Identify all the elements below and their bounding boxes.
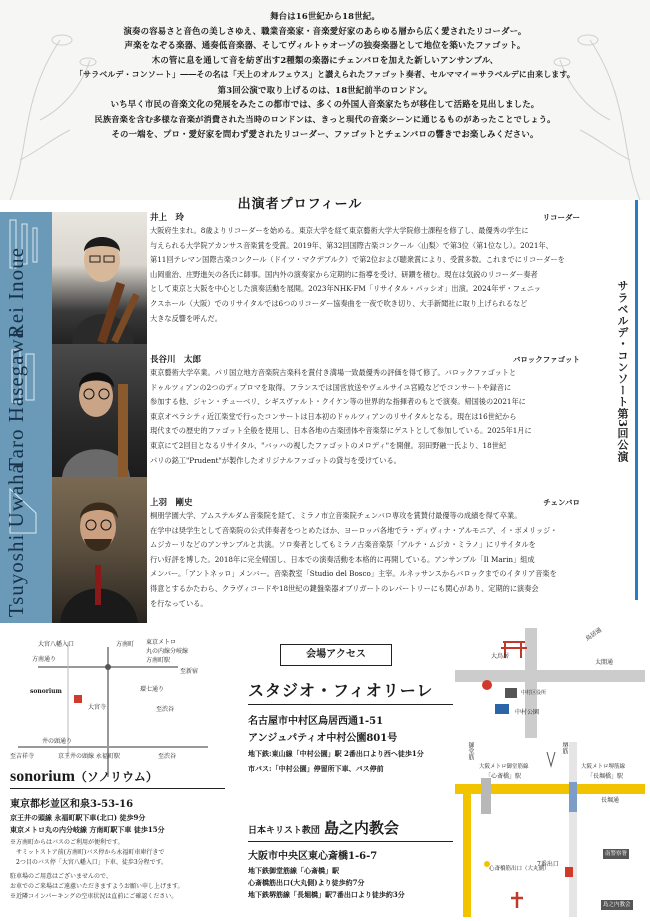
performer-romaji: Taro Hasegawa <box>4 328 28 471</box>
bio-line: ムジカーリなどのアンサンブルと共演。ソロ奏者としてもミラノ古楽音楽祭「アルテ・ムジカ・ミラノ」にリサイタルを <box>150 540 536 550</box>
performer-name: 上羽 剛史 <box>150 498 193 508</box>
map-label: 至新宿 <box>180 668 199 675</box>
venue-sonorium <box>10 768 225 902</box>
profile-heading: 出演者プロフィール <box>237 197 363 212</box>
intro-line: いち早く市民の音楽文化の発展をみたこの都市では、多くの外国人音楽家たちが移住して活路を見出しました。 <box>110 99 540 110</box>
map-label: 方南町駅 <box>146 657 171 664</box>
bio-line: として東京と大阪を中心とした演奏活動を展開。2023年NHK-FM「リサイタル・パッシオ」出演。2024年ザ・フェニッ <box>150 284 541 294</box>
intro-text <box>0 9 650 141</box>
access-heading: 会場アクセス <box>280 644 392 666</box>
performer-photo-2 <box>52 344 147 477</box>
performer-romaji: Rei Inoue <box>4 246 28 338</box>
venue-fiorire <box>248 678 453 775</box>
map-label: 御堂筋 <box>467 742 474 760</box>
map-label: 島之内教会 <box>603 902 631 908</box>
fiorire-route-map <box>455 628 645 738</box>
access-line: 東京メトロ丸の内分岐線 方南町駅下車 徒歩15分 <box>10 825 165 834</box>
venue-shimanouchi <box>248 817 453 901</box>
performer-role: バロックファゴット <box>512 355 580 364</box>
bio-line: 大きな反響を呼んだ。 <box>150 313 222 323</box>
vertical-concert-title: サラベルデ・コンソート第3回公演 <box>616 280 629 463</box>
note-line: ※方南町からはバスのご利用が便利です。 <box>10 839 124 846</box>
intro-section <box>0 0 650 200</box>
access-line: 地下鉄:東山線「中村公園」駅 2番出口より西へ徒歩1分 <box>248 749 424 758</box>
intro-line: 演奏の容易さと音色の美しさゆえ、職業音楽家・音楽愛好家のあらゆる層から広く愛されたリコーダー。 <box>123 25 527 36</box>
map-label: sonorium <box>30 688 62 695</box>
fiorire-marker <box>482 680 492 690</box>
bio-line: ドゥルツィアンの2つのディプロマを取得。フランスでは国営放送やヴェルサイユ宮殿などでコンサートや録音に <box>150 382 512 392</box>
intro-line: 舞台は16世紀から18世紀。 <box>270 11 380 21</box>
performer-role: チェンバロ <box>543 498 580 507</box>
access-line: 心斎橋筋出口(大丸側)より徒歩約7分 <box>248 878 365 887</box>
map-label: 南警察署 <box>605 851 628 857</box>
access-line: 市バス:「中村公園」停留所下車、バス停前 <box>248 764 384 773</box>
performer-bio <box>150 509 612 611</box>
bio-line: 行い好評を博した。2018年に完全帰国し、日本での演奏活動を本格的に再開している。アンサンブル「Il Marin」組成 <box>150 554 535 564</box>
north-arrow-icon <box>547 752 555 766</box>
performer-photo-3 <box>52 477 147 623</box>
map-label: 中村公園 <box>515 709 540 716</box>
portrait-illustration <box>52 212 147 344</box>
map-label: 大阪メトロ堺筋線 <box>581 764 626 770</box>
bio-line: 東京にて2回目となるリサイタル、"バッハの視したファゴットのメロディ"を開催。羽田野融一氏より、18世紀 <box>150 440 507 450</box>
note-line: 駐車場のご用意はございませんので、 <box>10 873 112 880</box>
access-line: 地下鉄堺筋線「長堀橋」駅7番出口より徒歩約3分 <box>248 890 405 899</box>
portrait-illustration <box>52 344 147 477</box>
performer-bio <box>150 366 612 468</box>
map-label: 「心斎橋」駅 <box>485 773 522 780</box>
map-label: 心斎橋筋出口（大丸側） <box>489 866 550 872</box>
venue-address: 大阪市中央区東心斎橋1-6-7 <box>248 851 378 862</box>
performer-band-3 <box>0 462 52 623</box>
map-label: 方南町 <box>116 641 135 648</box>
bio-line: 現代までの歴史的ファゴット全般を使用し、日本各地の古楽団体や音楽祭にゲストとして参加している。2025年1月に <box>150 426 532 436</box>
venue-address: 東京都杉並区和泉3-53-16 <box>10 799 134 810</box>
venue-address: 名古屋市中村区烏居西通1-51 <box>248 716 384 727</box>
bio-line: 大阪府生まれ。8歳よりリコーダーを始める。東京大学を経て東京藝術大学大学院修士課程を修了し、最優秀の学生に <box>150 226 529 235</box>
map-label: 環七通り <box>140 686 165 693</box>
performer-band-1 <box>0 212 52 344</box>
map-label: 大宮八幡入口 <box>38 641 75 648</box>
intro-line: 民族音楽を含む多様な音楽が消費された当時のロンドンは、きっと現代の音楽シーンに通じるものがあったことでしょう。 <box>94 113 556 124</box>
intro-line: 声楽をなぞる楽器、通奏低音楽器、そしてヴィルトゥオーゾの独奏楽器として地位を築いたファゴット。 <box>124 40 526 51</box>
bio-line: 東京オペラシティ近江楽堂で行ったコンサートは日本初のドゥルツィアンのリサイタルとなる。現在は16世紀から <box>150 411 517 421</box>
bio-line: 得意とするかたわら、クラヴィコードや18世紀の鍵盤楽器オブリガートのレパートリーにも関心があり、定期的に演奏会 <box>150 583 539 593</box>
note-line: ※近隣コインパーキングの空車状況は直前にご確認ください。 <box>10 893 178 900</box>
note-line: お車でのご来場はご遠慮いただきますようお願い申し上げます。 <box>10 883 184 890</box>
sonorium-marker <box>74 695 82 703</box>
intro-line: 木の管に息を通して音を紡ぎ出す2種類の楽器にチェンバロを加えた新しいアンサンブル、 <box>151 55 499 66</box>
performer-band-2 <box>0 328 52 477</box>
access-line: 京王井の頭線 永福町駅下車(北口) 徒歩9分 <box>10 813 146 822</box>
performer-name: 長谷川 太郎 <box>150 355 202 365</box>
bio-line: 在学中は奨学生として音楽院の公式伴奏者をつとめたほか、ヨーロッパ各地でラ・ディヴィナ・アルモニア、イ・ボメリッジ・ <box>150 525 558 535</box>
sonorium-map <box>8 637 218 787</box>
intro-line: 第3回公演で取り上げるのは、18世紀前半のロンドン。 <box>217 84 433 95</box>
map-label: 「長堀橋」駅 <box>587 773 624 780</box>
performer-photo-1 <box>52 212 147 344</box>
portrait-illustration <box>52 477 147 623</box>
map-label: 東京メトロ <box>146 639 177 646</box>
performer-romaji: Tsuyoshi Uwaha <box>4 462 28 617</box>
venue-name: 島之内教会 <box>323 819 399 837</box>
intro-line: その一端を、プロ・愛好家を問わず愛されたリコーダー、ファゴットとチェンバロの響きでお楽しみください。 <box>111 128 539 139</box>
intro-line: 「サラベルデ・コンソート」――その名は「天上のオルフェウス」と讃えられたファゴット奏者、セルママイ＝サラベルデに由来します。 <box>75 69 575 79</box>
performer-name: 井上 玲 <box>150 213 185 223</box>
map-label: 堺筋 <box>561 742 568 754</box>
map-label: 至渋谷 <box>156 706 175 713</box>
map-label: 丸の内線分岐線 <box>146 648 189 655</box>
venue-sub: 日本キリスト教団 <box>248 826 320 836</box>
shimanouchi-map <box>455 742 645 917</box>
bio-line: 与えられる大学院アカンサス音楽賞を受賞。2019年、第32回国際古楽コンクール〈山梨〉で第3位（第1位なし）。2021年、 <box>150 240 553 250</box>
map-label: 大宮寺 <box>88 704 107 711</box>
bio-line: 桐朋学園大学、アムステルダム音楽院を経て、ミラノ市立音楽院チェンバロ専攻を賞賛付最優等の成績を得て卒業。 <box>150 511 522 520</box>
bio-line: を行なっている。 <box>150 598 208 608</box>
bio-line: 参加する他、ジャン・チューベリ、シギスヴァルト・クイケン等の世界的な指揮者のもとで演奏。帰国後の2021年に <box>150 397 526 407</box>
bio-line: パリの銘工"Prudent"が製作したオリジナルファゴットの貸与を受けている。 <box>150 455 401 465</box>
church-cross-icon <box>511 892 523 908</box>
bio-line: 東京藝術大学卒業。パリ国立地方音楽院古楽科を賞付き満場一致最優秀の評価を得て修了。バロックファゴットと <box>150 368 517 377</box>
venue-name: sonorium <box>10 768 75 785</box>
note-line: 2つ目のバス停「大宮八幡入口」下車、徒歩3分程です。 <box>10 859 168 866</box>
performer-role: リコーダー <box>542 213 580 222</box>
map-label: 井の頭通り <box>42 738 73 745</box>
bio-line: 山岡重治、庄野進矢の各氏に師事。国内外の演奏家から定期的に指導を受け、研鑽を積む。現在は気鋭のリコーダー奏者 <box>150 269 538 279</box>
bio-line: クスホール（大阪）でのリサイタルでは6つのリコーダー協奏曲を一夜で吹き切り、大手新聞社に取り上げられるなど <box>150 298 528 308</box>
bio-line: メンバー。「アントネッロ」メンバー。音楽教室「Studio del Bosco」主宰。ルネッサンスからバロックまでのイタリア音楽を <box>150 569 557 579</box>
access-line: 地下鉄御堂筋線「心斎橋」駅 <box>248 866 339 875</box>
venue-kana: （ソノリウム） <box>74 770 158 784</box>
map-label: 大阪メトロ御堂筋線 <box>479 764 529 770</box>
accent-line <box>635 200 638 600</box>
note-line: サミットストア前(方南町)バス停から永福町車庫行きで <box>10 849 165 856</box>
map-label: 京王井の頭線 永福町駅 <box>58 753 120 760</box>
map-label: 7番出口 <box>537 861 559 868</box>
fiorire-map <box>455 628 645 738</box>
map-label: 鳥居通 <box>584 626 604 643</box>
performer-bio <box>150 224 612 326</box>
map-label: 長堀通 <box>601 797 620 804</box>
map-label: 至渋谷 <box>158 753 177 760</box>
map-label: 大鳥居 <box>491 653 510 660</box>
map-label: 太閤通 <box>595 659 614 666</box>
venue-name: スタジオ・フィオリーレ <box>248 681 434 700</box>
map-label: 方南通り <box>32 656 57 663</box>
map-label: 中村区役所 <box>521 690 547 696</box>
bio-line: 第11回テレマン国際古楽コンクール（ドイツ・マクデブルク）で第2位および聴衆賞により、受賞多数。これまでにリコーダーを <box>150 255 565 265</box>
venue-building: アンジュパティオ中村公園801号 <box>248 733 398 744</box>
map-label: 至吉祥寺 <box>10 753 35 760</box>
